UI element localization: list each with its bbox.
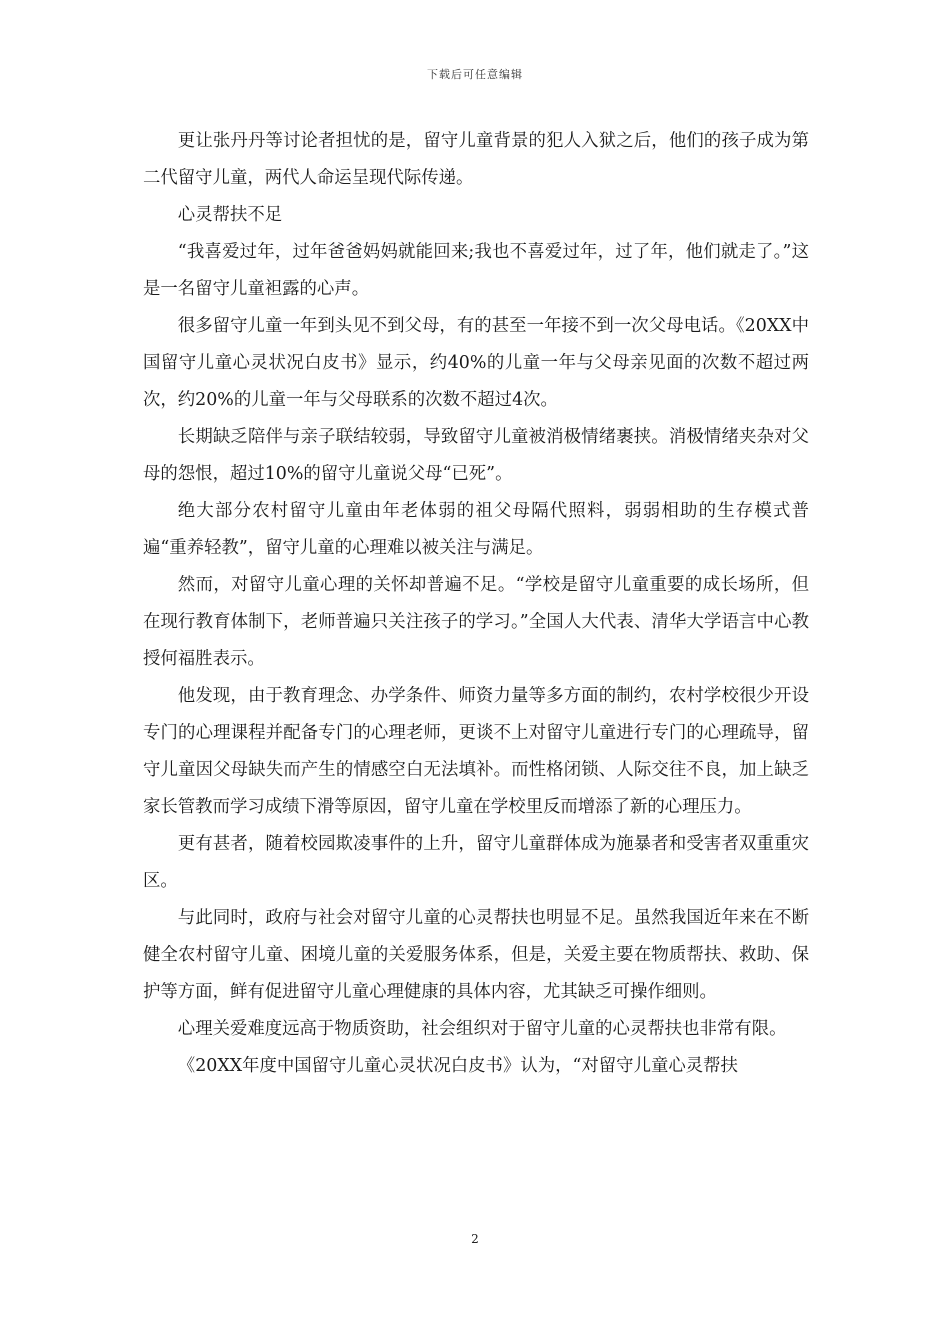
paragraph: 与此同时，政府与社会对留守儿童的心灵帮扶也明显不足。虽然我国近年来在不断健全农村留守儿童、困境儿童的关爱服务体系，但是，关爱主要在物质帮扶、救助、保护等方面，鲜有促进留守儿童心理健康的具体内容，尤其缺乏可操作细则。: [143, 908, 809, 1002]
paragraph: 更有甚者，随着校园欺凌事件的上升，留守儿童群体成为施暴者和受害者双重重灾区。: [143, 834, 809, 891]
page-header: 下载后可任意编辑: [427, 68, 523, 81]
paragraph: 心理关爱难度远高于物质资助，社会组织对于留守儿童的心灵帮扶也非常有限。: [177, 1019, 787, 1039]
page-number: 2: [471, 1232, 479, 1246]
paragraph: 长期缺乏陪伴与亲子联结较弱，导致留守儿童被消极情绪裹挟。消极情绪夹杂对父母的怨恨，超过10%的留守儿童说父母“已死”。: [143, 427, 809, 484]
paragraph: “我喜爱过年，过年爸爸妈妈就能回来;我也不喜爱过年，过了年，他们就走了。”这是一名留守儿童袒露的心声。: [143, 242, 809, 299]
document-body: [143, 123, 809, 1085]
paragraph: 然而，对留守儿童心理的关怀却普遍不足。“学校是留守儿童重要的成长场所，但在现行教育体制下，老师普遍只关注孩子的学习。”全国人大代表、清华大学语言中心教授何福胜表示。: [143, 575, 809, 669]
paragraph: 更让张丹丹等讨论者担忧的是，留守儿童背景的犯人入狱之后，他们的孩子成为第二代留守儿童，两代人命运呈现代际传递。: [143, 131, 809, 188]
paragraph: 很多留守儿童一年到头见不到父母，有的甚至一年接不到一次父母电话。《20XX中国留守儿童心灵状况白皮书》显示，约40%的儿童一年与父母亲见面的次数不超过两次，约20%的儿童一年与父母联系的次数不超过4次。: [143, 316, 809, 410]
section-heading: 心灵帮扶不足: [177, 205, 283, 225]
paragraph: 《20XX年度中国留守儿童心灵状况白皮书》认为，“对留守儿童心灵帮扶: [177, 1056, 738, 1076]
paragraph: 他发现，由于教育理念、办学条件、师资力量等多方面的制约，农村学校很少开设专门的心理课程并配备专门的心理老师，更谈不上对留守儿童进行专门的心理疏导，留守儿童因父母缺失而产生的情感空白无法填补。而性格闭锁、人际交往不良，加上缺乏家长管教而学习成绩下滑等原因，留守儿童在学校里反而增添了新的心理压力。: [143, 686, 809, 817]
paragraph: 绝大部分农村留守儿童由年老体弱的祖父母隔代照料，弱弱相助的生存模式普遍“重养轻教”，留守儿童的心理难以被关注与满足。: [143, 501, 809, 558]
